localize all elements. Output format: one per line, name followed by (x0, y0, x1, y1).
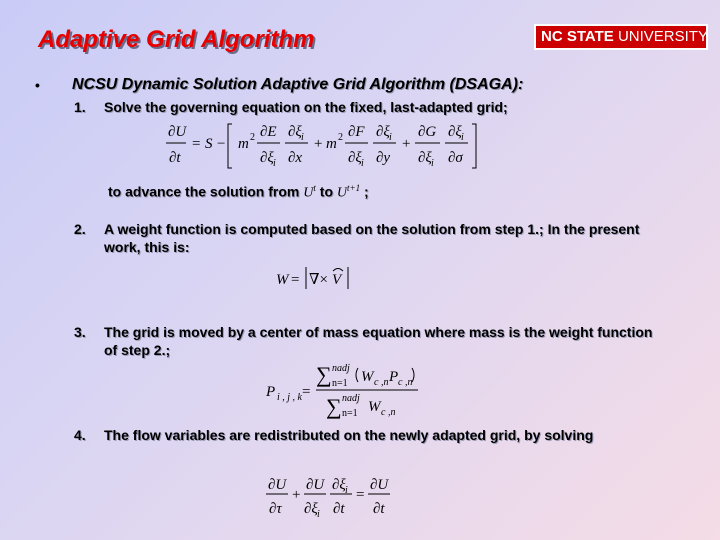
advance-prefix: to advance the solution from (108, 183, 304, 200)
svg-text:=: = (356, 487, 365, 503)
svg-text:nadj: nadj (342, 393, 360, 404)
redistribution-equation (266, 474, 396, 518)
svg-text:i: i (361, 158, 364, 169)
svg-text:∂ξ: ∂ξ (332, 477, 346, 493)
svg-text:∂t: ∂t (333, 501, 345, 517)
svg-text:∂E: ∂E (260, 124, 277, 140)
svg-text:∂U: ∂U (168, 124, 187, 140)
svg-text:=: = (192, 136, 201, 152)
svg-text:2: 2 (338, 132, 343, 143)
svg-text:n=1: n=1 (342, 408, 358, 419)
svg-text:i: i (389, 132, 392, 143)
svg-text:n=1: n=1 (332, 378, 348, 389)
svg-text:∂σ: ∂σ (448, 150, 463, 166)
nc-state-university-logo (534, 24, 708, 50)
svg-text:∂τ: ∂τ (269, 501, 282, 517)
governing-equation (160, 118, 490, 174)
svg-text:i: i (431, 158, 434, 169)
svg-text:c ,n: c ,n (374, 377, 389, 388)
svg-text:=: = (302, 384, 311, 400)
svg-text:S: S (205, 136, 213, 152)
advance-sup-1: t (313, 183, 316, 193)
svg-text:∑: ∑ (326, 394, 342, 419)
svg-text:−: − (217, 136, 226, 152)
svg-text:∂U: ∂U (306, 477, 325, 493)
svg-text:i: i (273, 158, 276, 169)
svg-text:i: i (301, 132, 304, 143)
advance-var-2: U (336, 185, 348, 201)
svg-text:∂ξ: ∂ξ (260, 150, 274, 166)
svg-text:P: P (389, 369, 399, 385)
svg-text:∂G: ∂G (418, 124, 437, 140)
svg-text:∂F: ∂F (348, 124, 365, 140)
step-3-number: 3. (74, 324, 86, 340)
step-2-text: A weight function is computed based on the solution from step 1.; In the present work, this is: (104, 221, 640, 255)
svg-text:∂ξ: ∂ξ (304, 501, 318, 517)
svg-text:W: W (368, 399, 381, 415)
svg-text:nadj: nadj (332, 363, 350, 374)
step-4-number: 4. (74, 427, 86, 443)
svg-text:m: m (238, 136, 249, 152)
step-1-text: Solve the governing equation on the fixed, last-adapted grid; (104, 99, 508, 115)
advance-sup-2: t+1 (347, 183, 361, 193)
svg-text:+: + (292, 487, 301, 503)
svg-text:∇×: ∇× (309, 272, 328, 288)
svg-text:∂ξ: ∂ξ (376, 124, 390, 140)
svg-text:∂U: ∂U (268, 477, 287, 493)
logo-bold-text: NC STATE (541, 28, 614, 45)
step-1-number: 1. (74, 99, 86, 115)
svg-text:i: i (345, 485, 348, 496)
step-2-number: 2. (74, 221, 86, 237)
svg-text:∂x: ∂x (288, 150, 303, 166)
lead-heading: NCSU Dynamic Solution Adaptive Grid Algorithm (DSAGA): (72, 76, 524, 93)
svg-text:∂ξ: ∂ξ (448, 124, 462, 140)
svg-text:V: V (332, 272, 342, 288)
step-4-text: The flow variables are redistributed on the newly adapted grid, by solving (104, 427, 594, 443)
svg-text:+: + (402, 136, 411, 152)
svg-text:c ,n: c ,n (381, 407, 396, 418)
svg-text:P: P (266, 384, 276, 400)
svg-text:∂ξ: ∂ξ (288, 124, 302, 140)
svg-text:W: W (361, 369, 374, 385)
svg-text:+: + (314, 136, 323, 152)
advance-suffix: ; (360, 183, 369, 200)
center-of-mass-equation (266, 362, 426, 422)
svg-text:=: = (291, 272, 300, 288)
svg-text:∂y: ∂y (376, 150, 391, 166)
svg-text:W: W (276, 272, 289, 288)
advance-mid: to (315, 183, 337, 200)
svg-text:m: m (326, 136, 337, 152)
svg-text:i: i (461, 132, 464, 143)
svg-text:2: 2 (250, 132, 255, 143)
step-3-text: The grid is moved by a center of mass equation where mass is the weight function of step 2.; (104, 324, 653, 358)
bullet-marker: • (35, 77, 40, 93)
svg-text:∑: ∑ (316, 362, 332, 387)
weight-function-equation (276, 264, 356, 292)
advance-var-1: U (303, 185, 314, 201)
svg-text:∂t: ∂t (169, 150, 181, 166)
svg-text:∂ξ: ∂ξ (348, 150, 362, 166)
slide-title: Adaptive Grid Algorithm (38, 26, 315, 53)
advance-solution-line (108, 183, 369, 202)
svg-text:i: i (317, 509, 320, 520)
svg-text:∂ξ: ∂ξ (418, 150, 432, 166)
svg-text:c ,n: c ,n (398, 377, 413, 388)
svg-text:∂t: ∂t (373, 501, 385, 517)
svg-text:i , j , k: i , j , k (277, 392, 302, 403)
logo-regular-text: UNIVERSITY (613, 28, 708, 45)
svg-text:∂U: ∂U (370, 477, 389, 493)
